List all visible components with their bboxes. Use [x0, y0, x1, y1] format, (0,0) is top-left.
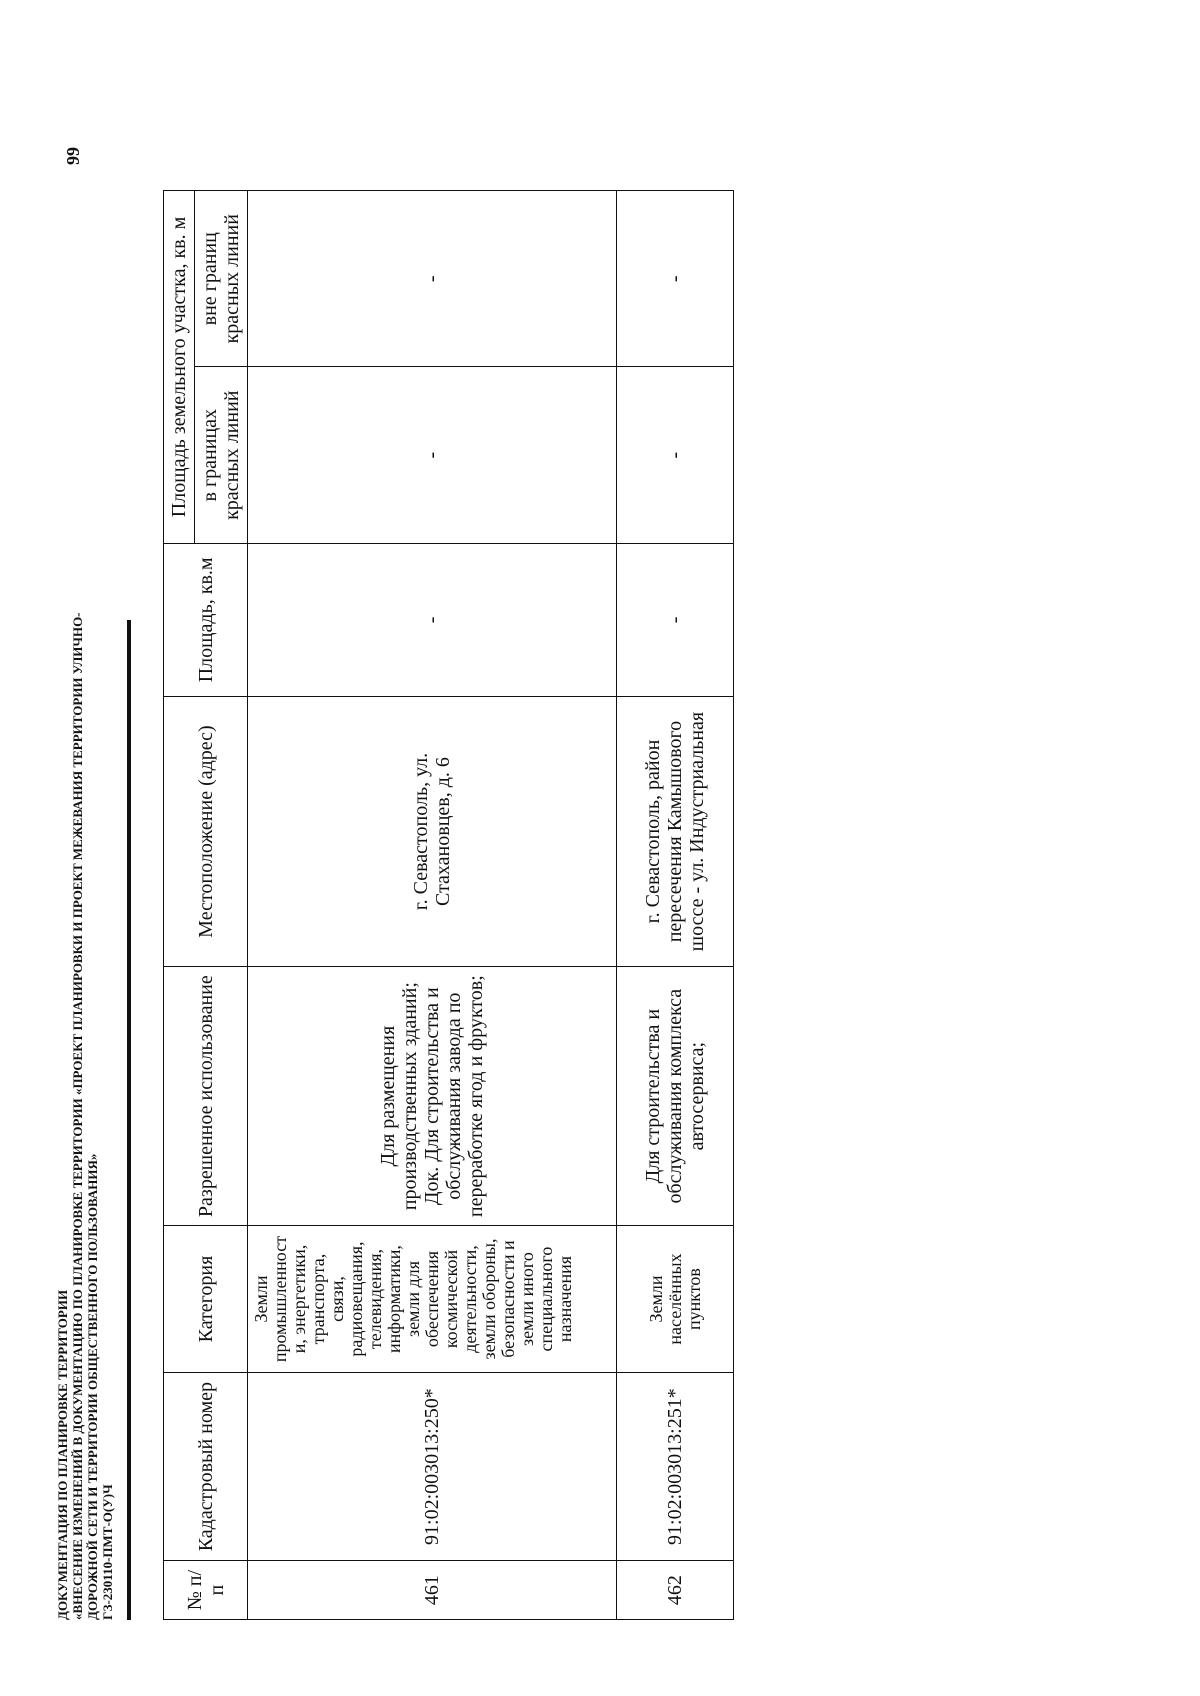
cell-permitted-use: Для размещения производственных зданий; Док. Для строительства и обслуживания завода по переработке ягод и фруктов; [248, 967, 617, 1226]
header-line-3: ДОРОЖНОЙ СЕТИ И ТЕРРИТОРИИ ОБЩЕСТВЕННОГО ПОЛЬЗОВАНИЯ» [85, 1153, 100, 1620]
land-plots-table [163, 190, 734, 1620]
cell-category: Земли промышленност и, энергетики, транспорта, связи, радиовещания, телевидения, информатики, земли для обеспечения космической деятельности, земли обороны, безопасности и земли иного специального назначения [248, 1226, 617, 1373]
header-outside-red-lines: вне границ красных линий [195, 191, 248, 368]
header-category: Категория [164, 1226, 248, 1373]
cell-location: г. Севастополь, район пересечения Камышового шоссе - ул. Индустриальная [617, 696, 734, 967]
rotated-page [55, 130, 1115, 1660]
table-header-row [164, 191, 195, 1620]
header-cadastral: Кадастровый номер [164, 1373, 248, 1561]
cell-area: - [617, 543, 734, 696]
cell-location: г. Севастополь, ул. Стахановцев, д. 6 [248, 696, 617, 967]
header-line-2: «ВНЕСЕНИЕ ИЗМЕНЕНИЙ В ДОКУМЕНТАЦИЮ ПО ПЛАНИРОВКЕ ТЕРРИТОРИИ «ПРОЕКТ ПЛАНИРОВКИ И ПРОЕКТ МЕЖЕВАНИЯ ТЕРРИТОРИИ УЛИЧНО- [70, 612, 85, 1620]
cell-cadastral: 91:02:003013:250* [248, 1373, 617, 1561]
cell-permitted-use: Для строительства и обслуживания комплекса автосервиса; [617, 967, 734, 1226]
table-row [617, 191, 734, 1620]
cell-num: 461 [248, 1561, 617, 1620]
header-location: Местоположение (адрес) [164, 696, 248, 967]
header-num: № п/п [164, 1561, 248, 1620]
cell-inside: - [248, 367, 617, 543]
cell-category: Земли населённых пунктов [617, 1226, 734, 1373]
header-permitted-use: Разрешенное использование [164, 967, 248, 1226]
cell-area: - [248, 543, 617, 696]
header-line-4: ГЗ-230110-ПМТ-О(У)Ч [100, 1484, 115, 1620]
document-header [55, 440, 115, 1620]
cell-inside: - [617, 367, 734, 543]
header-line-1: ДОКУМЕНТАЦИЯ ПО ПЛАНИРОВКЕ ТЕРРИТОРИИ [55, 1289, 70, 1620]
page-number: 99 [63, 147, 83, 165]
header-rule [127, 620, 131, 1620]
cell-outside: - [248, 191, 617, 368]
cell-outside: - [617, 191, 734, 368]
cell-cadastral: 91:02:003013:251* [617, 1373, 734, 1561]
cell-num: 462 [617, 1561, 734, 1620]
header-area: Площадь, кв.м [164, 543, 248, 696]
header-inside-red-lines: в границах красных линий [195, 367, 248, 543]
table-row [248, 191, 617, 1620]
header-plot-area: Площадь земельного участка, кв. м [164, 191, 195, 544]
